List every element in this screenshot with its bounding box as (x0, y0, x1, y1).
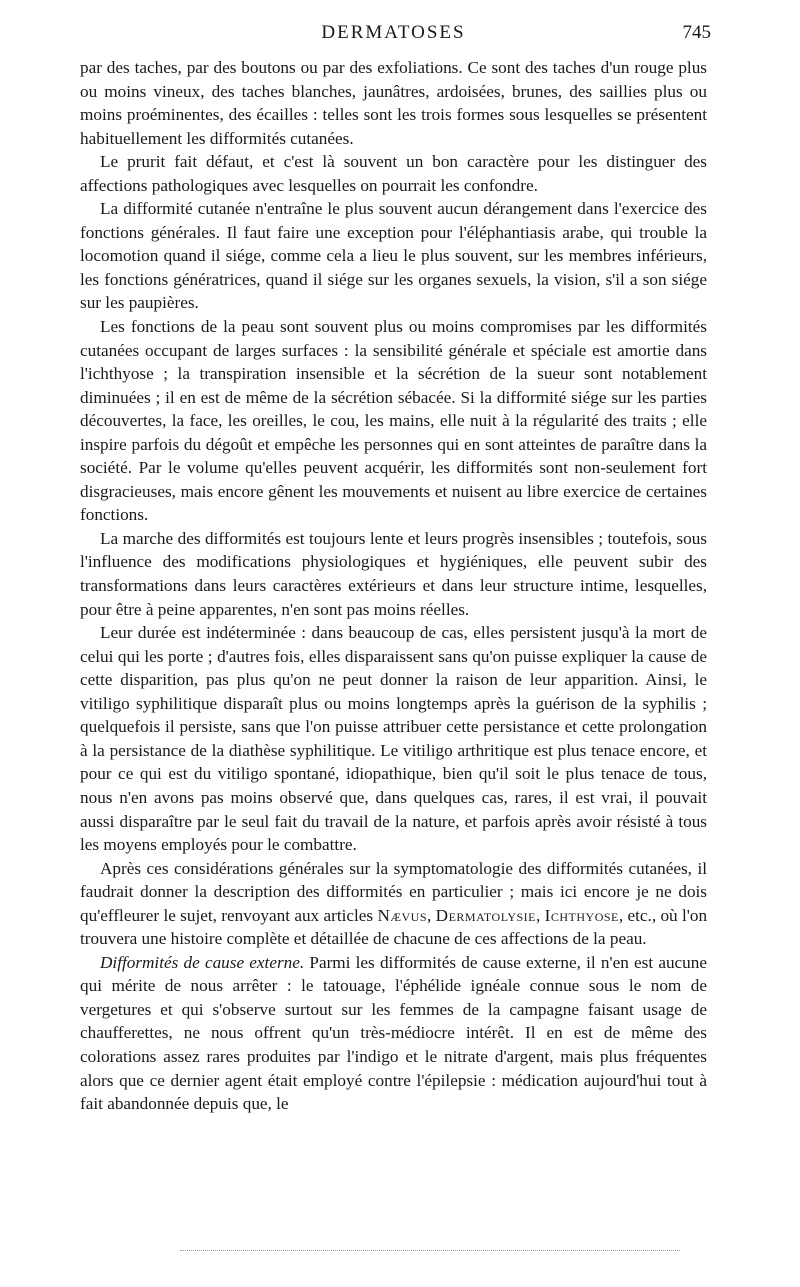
paragraph-7-text-end: , etc., où l'on trouvera une histoire complète et détaillée de chacune de ces affections de la peau. (80, 905, 708, 949)
paragraph-8-text: Parmi les difformités de cause externe, il n'en est aucune qui mérite de nous arrêter : le tatouage, l'éphélide ignéale connue sous le nom de vergetures et qui s'observe surtout sur les femmes de la campagne faisant usage de chaufferettes, ne nous offrent qu'un très-médiocre intérêt. Il en est de même des colorations assez rares produites par l'indigo et le nitrate d'argent, mais plus fréquentes alors que ce dernier agent était employé contre l'épilepsie : médication aujourd'hui tout à fait abandonnée depuis que, le (80, 952, 707, 1114)
paragraph-1: par des taches, par des boutons ou par des exfoliations. Ce sont des taches d'un rouge plus ou moins vineux, des taches blanches, jaunâtres, ardoisées, brunes, des saillies plus ou moins proéminentes, des écailles : telles sont les trois formes sous lesquelles se présentent habituellement les difformités cutanées. (80, 58, 707, 148)
paragraph-4: Les fonctions de la peau sont souvent plus ou moins compromises par les difformités cutanées occupant de larges surfaces : la sensibilité générale et spéciale est amortie dans l'ichthyose ; la transpiration insensible et la sécrétion de la sueur sont notablement diminuées ; il en est de même de la sécrétion sébacée. Si la difformité siége sur les parties découvertes, la face, les oreilles, le cou, les mains, elle nuit à la régularité des traits ; elle inspire parfois du dégoût et empêche les personnes qui en sont atteintes de paraître dans la société. Par le volume qu'elles peuvent acquérir, les difformités sont non-seulement fort disgracieuses, mais encore gênent les mouvements et nuisent au libre exercice de certaines fonctions. (80, 317, 707, 525)
bottom-dotted-rule (180, 1250, 680, 1251)
article-ref-ichthyose: Ichthyose (544, 905, 619, 925)
ref-separator: , (536, 905, 545, 925)
paragraph-8 (80, 951, 707, 1116)
article-ref-naevus: Nævus (377, 905, 428, 925)
running-title: DERMATOSES (321, 22, 466, 43)
paragraph-7 (80, 857, 707, 951)
ref-separator: , (427, 905, 436, 925)
paragraph-7-text-start: Après ces considérations générales sur la symptomatologie des difformités cutanées, il faudrait donner la description des difformités en particulier ; mais ici encore je ne dois qu'effleurer le sujet, renvoyant aux articles (80, 858, 707, 925)
section-heading: Difformités de cause externe. (100, 952, 305, 972)
paragraph-3: La difformité cutanée n'entraîne le plus souvent aucun dérangement dans l'exercice des fonctions générales. Il faut faire une exception pour l'éléphantiasis arabe, qui trouble la locomotion quand il siége, comme cela a lieu le plus souvent, sur les membres inférieurs, les fonctions génératrices, quand il siége sur les organes sexuels, la vision, s'il a son siége sur les paupières. (80, 199, 707, 313)
page-header (80, 22, 711, 56)
paragraph-2: Le prurit fait défaut, et c'est là souvent un bon caractère pour les distinguer des affections pathologiques avec lesquelles on pourrait les confondre. (80, 152, 707, 195)
article-ref-dermatolysie: Dermatolysie (435, 905, 536, 925)
paragraph-6: Leur durée est indéterminée : dans beaucoup de cas, elles persistent jusqu'à la mort de celui qui les porte ; d'autres fois, elles disparaissent sans qu'on puisse expliquer la cause de cette disparition, pas plus qu'on ne peut donner la raison de leur apparition. Ainsi, le vitiligo syphilitique disparaît plus ou moins longtemps après la guérison de la syphilis ; quelquefois il persiste, sans que l'on puisse attribuer cette persistance et cette prolongation à la persistance de la diathèse syphilitique. Le vitiligo arthritique est plus tenace encore, et pour ce qui est du vitiligo spontané, idiopathique, bien qu'il soit le plus tenace de tous, nous n'en avons pas moins observé que, dans quelques cas, rares, il est vrai, il pouvait aussi disparaître par le seul fait du travail de la nature, et parfois après avoir résisté à tous les moyens employés pour le combattre. (80, 623, 707, 855)
paragraph-5: La marche des difformités est toujours lente et leurs progrès insensibles ; toutefois, sous l'influence des modifications physiologiques et hygiéniques, elle peuvent subir des transformations dans leurs caractères extérieurs et dans leur structure intime, lesquelles, pour être à peine apparentes, n'en sont pas moins réelles. (80, 528, 707, 619)
page-number: 745 (682, 22, 711, 43)
body-text (80, 56, 707, 1116)
